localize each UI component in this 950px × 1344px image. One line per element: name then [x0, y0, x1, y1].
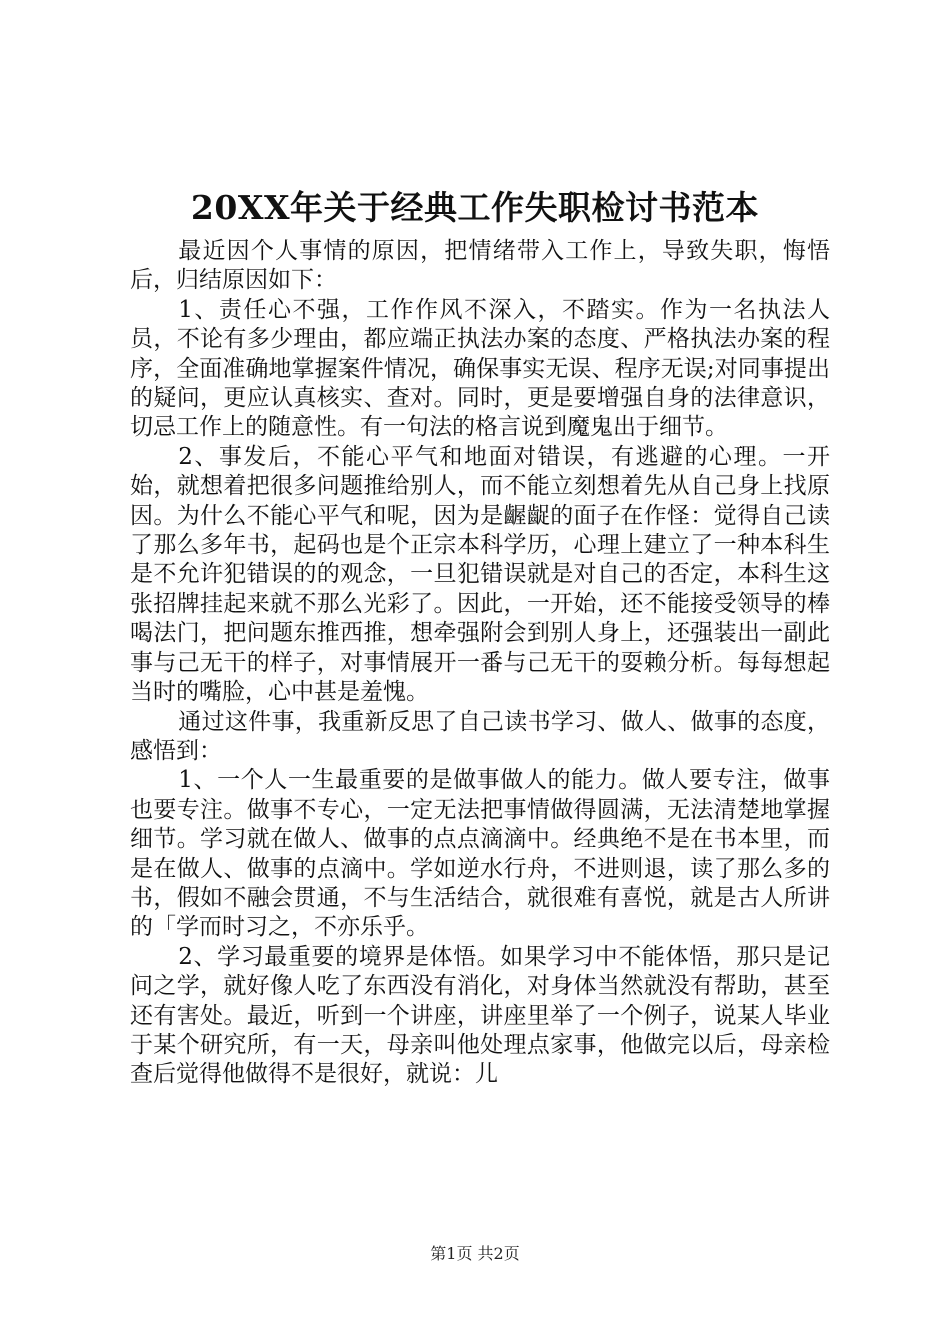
paragraph-reason-1: 1、责任心不强，工作作风不深入，不踏实。作为一名执法人员，不论有多少理由，都应端正执法办案的态度、严格执法办案的程序，全面准确地掌握案件情况，确保事实无误、程序无误;对同事提出的疑问，更应认真核实、查对。同时，更是要增强自身的法律意识，切忌工作上的随意性。有一句法的格言说到魔鬼出于细节。	[130, 296, 830, 441]
document-title: 20XX年关于经典工作失职检讨书范本	[190, 188, 760, 227]
paragraph-reason-2: 2、事发后，不能心平气和地面对错误，有逃避的心理。一开始，就想着把很多问题推给别人，而不能立刻想着先从自己身上找原因。为什么不能心平气和呢，因为是齷齪的面子在作怪：觉得自己读了那么多年书，起码也是个正宗本科学历，心理上建立了一种本科生是不允许犯错误的的观念，一旦犯错误就是对自己的否定，本科生这张招牌挂起来就不那么光彩了。因此，一开始，还不能接受领导的棒喝法门，把问题东推西推，想牵强附会到别人身上，还强装出一副此事与己无干的样子，对事情展开一番与己无干的耍赖分析。每每想起当时的嘴脸，心中甚是羞愧。	[130, 443, 830, 706]
paragraph-insight-2: 2、学习最重要的境界是体悟。如果学习中不能体悟，那只是记问之学，就好像人吃了东西没有消化，对身体当然就没有帮助，甚至还有害处。最近，听到一个讲座，讲座里举了一个例子，说某人毕业于某个研究所，有一天，母亲叫他处理点家事，他做完以后，母亲检查后觉得他做得不是很好，就说：儿	[130, 943, 830, 1088]
document-body	[130, 237, 830, 1090]
page-number-footer: 第1页 共2页	[430, 1244, 520, 1263]
paragraph-insight-1: 1、一个人一生最重要的是做事做人的能力。做人要专注，做事也要专注。做事不专心，一定无法把事情做得圆满，无法清楚地掌握细节。学习就在做人、做事的点点滴滴中。经典绝不是在书本里，而是在做人、做事的点滴中。学如逆水行舟，不进则退，读了那么多的书，假如不融会贯通，不与生活结合，就很难有喜悦，就是古人所讲的「学而时习之，不亦乐乎。	[130, 767, 830, 941]
paragraph-reflection: 通过这件事，我重新反思了自己读书学习、做人、做事的态度，感悟到：	[130, 708, 830, 764]
paragraph-intro: 最近因个人事情的原因，把情绪带入工作上，导致失职，悔悟后，归结原因如下：	[130, 238, 830, 294]
